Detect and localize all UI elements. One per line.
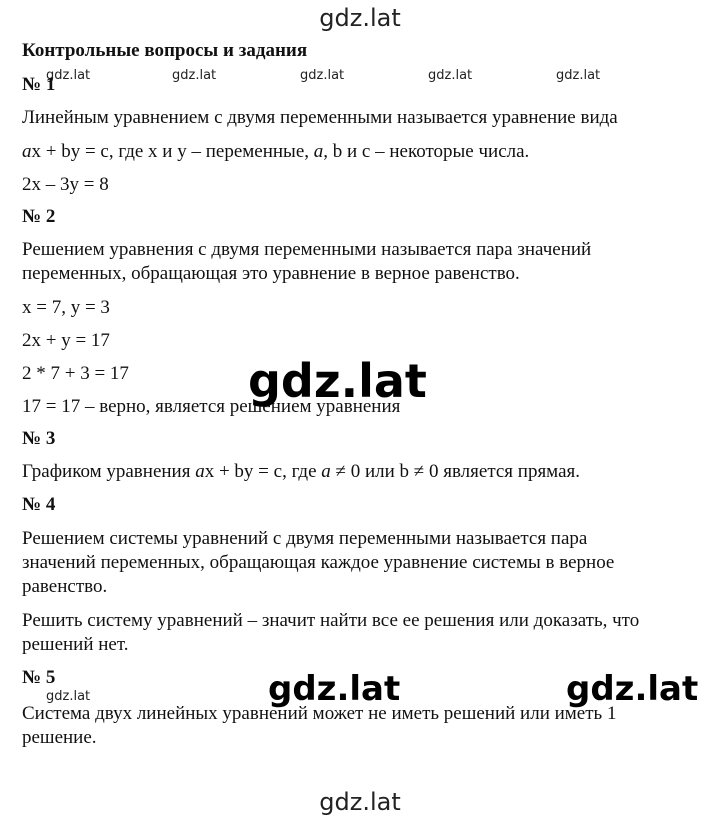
section-2-line: Решением уравнения с двумя переменными называется пара значений	[22, 239, 592, 260]
watermark-top: gdz.lat	[319, 4, 401, 32]
variable-a: a	[321, 461, 331, 482]
section-4-line: равенство.	[22, 576, 108, 597]
watermark-small: gdz.lat	[300, 68, 345, 83]
section-number-4: № 4	[22, 494, 56, 515]
section-1-example: 2x – 3y = 8	[22, 174, 109, 195]
section-2-line: 17 = 17 – верно, является решением уравнения	[22, 396, 401, 417]
section-1-formula-line	[22, 141, 529, 163]
section-4-line: значений переменных, обращающая каждое уравнение системы в верное	[22, 552, 615, 573]
variable-a: a	[22, 141, 32, 162]
section-1-line: Линейным уравнением с двумя переменными называется уравнение вида	[22, 107, 618, 128]
section-2-line: 2x + y = 17	[22, 330, 110, 351]
watermark-bottom: gdz.lat	[319, 788, 401, 816]
watermark-small: gdz.lat	[46, 689, 91, 704]
formula-text: x + by = c, где x и y – переменные,	[31, 141, 314, 162]
watermark-small: gdz.lat	[556, 68, 601, 83]
section-number-5: № 5	[22, 667, 56, 688]
watermark-small: gdz.lat	[428, 68, 473, 83]
watermark-lower-left: gdz.lat	[268, 669, 401, 709]
section-number-3: № 3	[22, 428, 56, 449]
section-5-line: решение.	[22, 727, 97, 748]
section-number-1: № 1	[22, 74, 56, 95]
section-2-line: переменных, обращающая это уравнение в верное равенство.	[22, 263, 520, 284]
watermark-lower-right: gdz.lat	[566, 669, 699, 709]
watermark-small: gdz.lat	[46, 68, 91, 83]
formula-text: ≠ 0 или b ≠ 0 является прямая.	[330, 461, 580, 482]
section-4-line: решений нет.	[22, 634, 129, 655]
section-4-line: Решением системы уравнений с двумя переменными называется пара	[22, 528, 588, 549]
formula-text: x + by = c, где	[204, 461, 322, 482]
variable-a: a	[313, 141, 324, 162]
formula-text: , b и c – некоторые числа.	[323, 141, 530, 162]
section-5-line: Система двух линейных уравнений может не иметь решений или иметь 1	[22, 703, 617, 724]
section-number-2: № 2	[22, 206, 56, 227]
section-4-line: Решить систему уравнений – значит найти все ее решения или доказать, что	[22, 610, 640, 631]
formula-text: Графиком уравнения	[22, 461, 196, 482]
section-2-line: x = 7, y = 3	[22, 297, 110, 318]
variable-a: a	[195, 461, 205, 482]
page-title: Контрольные вопросы и задания	[22, 40, 308, 61]
section-2-line: 2 * 7 + 3 = 17	[22, 363, 129, 384]
section-3-formula-line	[22, 461, 580, 483]
watermark-small: gdz.lat	[172, 68, 217, 83]
watermark-center: gdz.lat	[248, 354, 427, 408]
